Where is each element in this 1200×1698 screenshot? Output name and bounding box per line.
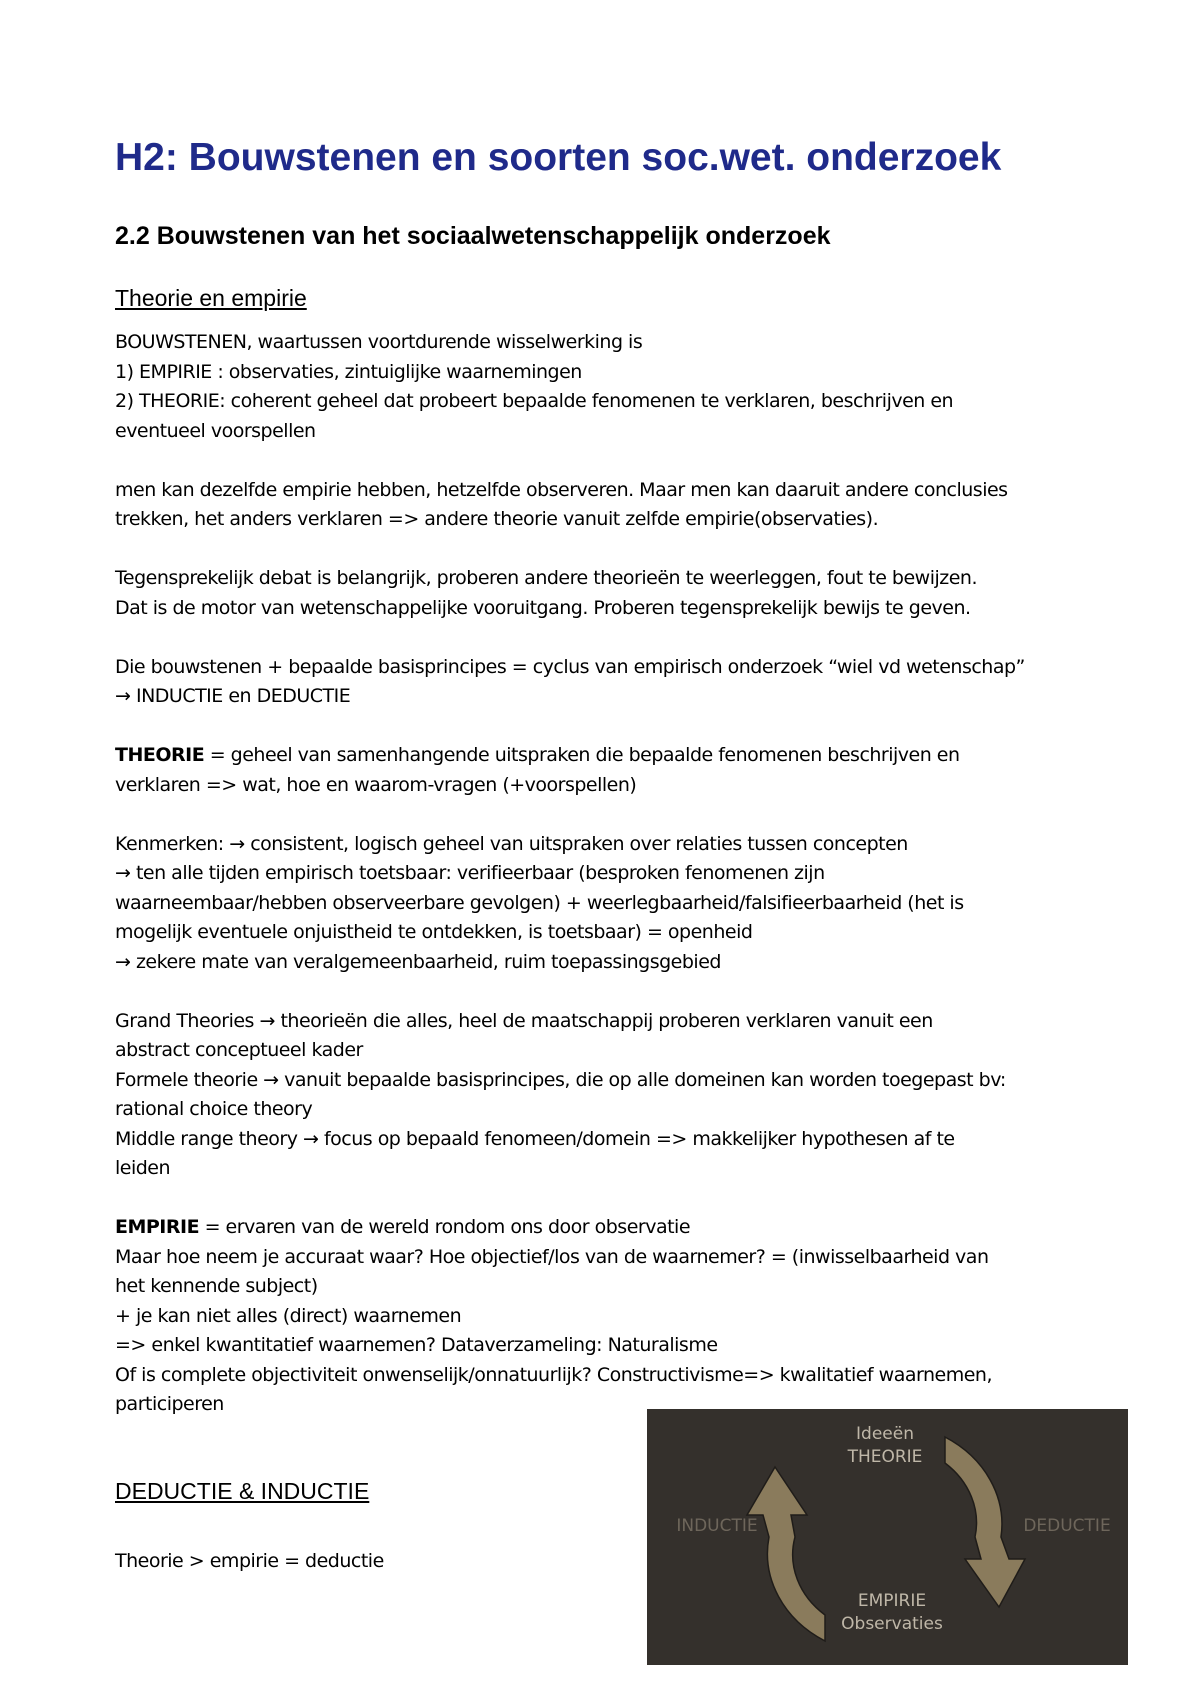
bottom-label-empirie: EMPIRIE — [857, 1591, 927, 1611]
theorie-definition-line — [115, 741, 1095, 771]
page-title: H2: Bouwstenen en soorten soc.wet. onderzoek — [115, 136, 1002, 179]
section-heading: 2.2 Bouwstenen van het sociaalwetenschappelijk onderzoek — [115, 222, 831, 250]
inductie-arrow — [747, 1467, 825, 1641]
paragraph-line: participeren — [115, 1393, 224, 1415]
bottom-label-observaties: Observaties — [841, 1614, 943, 1634]
paragraph-line: eventueel voorspellen — [115, 419, 316, 442]
theorie-definition-text: = geheel van samenhangende uitspraken die bepaalde fenomenen beschrijven en — [204, 744, 960, 766]
paragraph-line: Maar hoe neem je accuraat waar? Hoe objectief/los van de waarnemer? = (inwisselbaarheid van — [115, 1245, 989, 1268]
paragraph-line: Die bouwstenen + bepaalde basisprincipes = cyclus van empirisch onderzoek “wiel vd wetenschap” — [115, 655, 1025, 678]
paragraph-line: waarneembaar/hebben observeerbare gevolgen) + weerlegbaarheid/falsifieerbaarheid (het is — [115, 891, 964, 914]
paragraph-line: leiden — [115, 1157, 171, 1179]
paragraph-line: Theorie > empirie = deductie — [115, 1550, 384, 1572]
paragraph-line: rational choice theory — [115, 1098, 313, 1120]
empirie-definition-text: = ervaren van de wereld rondom ons door observatie — [199, 1216, 691, 1238]
paragraph-line: trekken, het anders verklaren => andere theorie vanuit zelfde empirie(observaties). — [115, 508, 879, 530]
paragraph-line: Kenmerken: → consistent, logisch geheel van uitspraken over relaties tussen concepten — [115, 832, 908, 855]
theorie-term: THEORIE — [115, 744, 205, 766]
subsection-heading-deductie-inductie: DEDUCTIE & INDUCTIE — [115, 1478, 370, 1504]
paragraph-line: BOUWSTENEN, waartussen voortdurende wisselwerking is — [115, 331, 643, 353]
empirie-term: EMPIRIE — [115, 1216, 200, 1238]
paragraph-line: Grand Theories → theorieën die alles, heel de maatschappij proberen verklaren vanuit een — [115, 1009, 933, 1032]
paragraph-line: 1) EMPIRIE : observaties, zintuiglijke waarnemingen — [115, 360, 582, 383]
top-label-ideeen: Ideeën — [856, 1424, 914, 1444]
science-wheel-diagram — [647, 1409, 1128, 1665]
paragraph-line: Dat is de motor van wetenschappelijke vooruitgang. Proberen tegensprekelijk bewijs te geven. — [115, 596, 971, 619]
paragraph-line: verklaren => wat, hoe en waarom-vragen (+voorspellen) — [115, 773, 637, 796]
paragraph-line: → zekere mate van veralgemeenbaarheid, ruim toepassingsgebied — [115, 950, 721, 973]
top-label-theorie: THEORIE — [847, 1447, 923, 1467]
paragraph-line: → ten alle tijden empirisch toetsbaar: verifieerbaar (besproken fenomenen zijn — [115, 862, 825, 884]
science-wheel-svg — [647, 1409, 1128, 1665]
paragraph-line: Tegensprekelijk debat is belangrijk, proberen andere theorieën te weerleggen, fout te bewijzen. — [115, 567, 978, 589]
empirie-definition-line — [115, 1213, 1095, 1243]
paragraph-line: Of is complete objectiviteit onwenselijk/onnatuurlijk? Constructivisme=> kwalitatief waarnemen, — [115, 1363, 992, 1386]
paragraph-line: → INDUCTIE en DEDUCTIE — [115, 685, 351, 707]
paragraph-line: => enkel kwantitatief waarnemen? Dataverzameling: Naturalisme — [115, 1334, 718, 1356]
subsection-heading-theorie-empirie: Theorie en empirie — [115, 285, 307, 311]
paragraph-line: Formele theorie → vanuit bepaalde basisprincipes, die op alle domeinen kan worden toegepast bv: — [115, 1068, 1006, 1091]
paragraph-line: Middle range theory → focus op bepaald fenomeen/domein => makkelijker hypothesen af te — [115, 1127, 955, 1150]
paragraph-line: men kan dezelfde empirie hebben, hetzelfde observeren. Maar men kan daaruit andere conclusies — [115, 478, 1008, 501]
paragraph-line: mogelijk eventuele onjuistheid te ontdekken, is toetsbaar) = openheid — [115, 921, 753, 943]
body-text — [115, 328, 1095, 1420]
paragraph-line: + je kan niet alles (direct) waarnemen — [115, 1304, 462, 1327]
paragraph-line: 2) THEORIE: coherent geheel dat probeert bepaalde fenomenen te verklaren, beschrijven en — [115, 390, 954, 412]
deductie-arrow — [945, 1437, 1025, 1607]
paragraph-line: abstract conceptueel kader — [115, 1039, 363, 1061]
right-label-deductie: DEDUCTIE — [1023, 1516, 1111, 1536]
left-label-inductie: INDUCTIE — [676, 1516, 758, 1536]
paragraph-line: het kennende subject) — [115, 1275, 318, 1297]
